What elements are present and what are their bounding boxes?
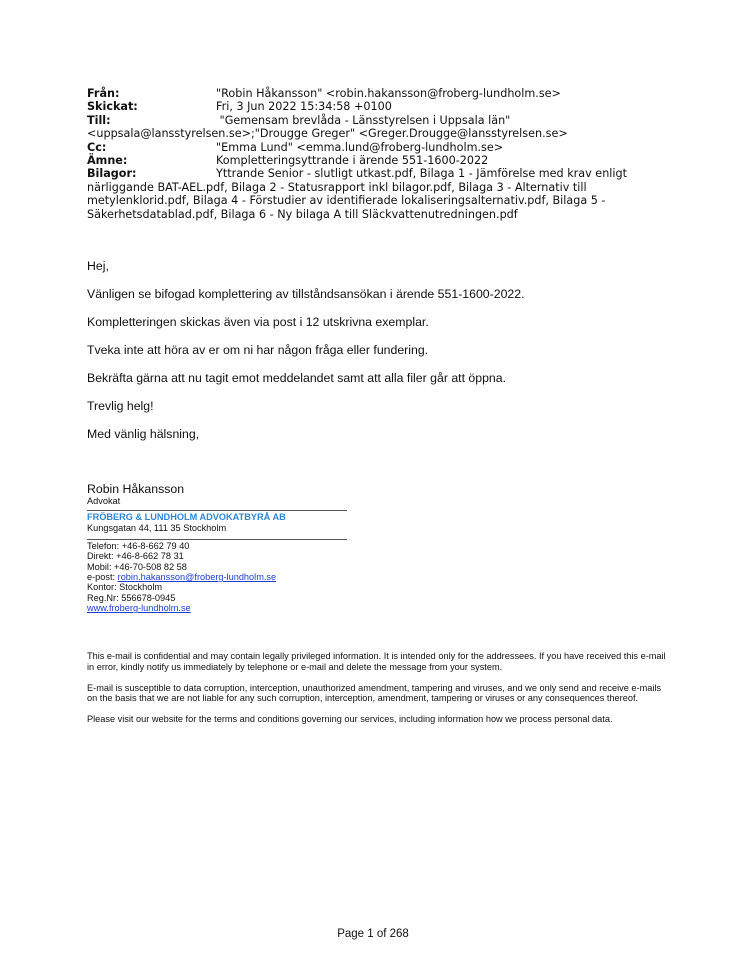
attachments-row xyxy=(87,167,687,180)
email-label: e-post: xyxy=(87,572,118,583)
attachments-line-4: Säkerhetsdatablad.pdf, Bilaga 6 - Ny bilaga A till Släckvattenutredningen.pdf xyxy=(87,207,518,221)
page-number: Page 1 of 268 xyxy=(337,928,409,940)
firm-address: Kungsgatan 44, 111 35 Stockholm xyxy=(87,523,227,534)
sent-value: Fri, 3 Jun 2022 15:34:58 +0100 xyxy=(216,100,392,114)
phone: Telefon: +46-8-662 79 40 xyxy=(87,540,190,551)
body-paragraph-4: Bekräfta gärna att nu tagit emot meddelandet samt att alla filer går att öppna. xyxy=(87,371,507,385)
signature xyxy=(87,482,687,614)
disclaimer-liability: E-mail is susceptible to data corruption, interception, unauthorized amendment, tampering and viruses, and we only send and receive e-mails on the basis that we are not liable for any such corruption, interception, amendment, tampering or viruses or any consequences thereof. xyxy=(87,682,662,703)
email-header xyxy=(87,87,687,221)
from-label: Från: xyxy=(87,87,120,100)
from-value: "Robin Håkansson" <robin.hakansson@froberg-lundholm.se> xyxy=(216,87,561,100)
greeting: Hej, xyxy=(87,259,109,273)
body-paragraph-3: Tveka inte att höra av er om ni har någon fråga eller fundering. xyxy=(87,343,429,357)
disclaimer xyxy=(87,651,667,735)
body-paragraph-1: Vänligen se bifogad komplettering av tillståndsansökan i ärende 551-1600-2022. xyxy=(87,287,525,301)
subject-label: Ämne: xyxy=(87,153,128,167)
direct-phone: Direkt: +46-8-662 78 31 xyxy=(87,551,184,562)
attachments-line-3: metylenklorid.pdf, Bilaga 4 - Förstudier av identifierade lokaliseringsalternativ.pdf, Bilaga 5 - xyxy=(87,194,606,208)
to-continuation: <uppsala@lansstyrelsen.se>;"Drougge Greger" <Greger.Drougge@lansstyrelsen.se> xyxy=(87,127,568,141)
email-link[interactable]: robin.hakansson@froberg-lundholm.se xyxy=(117,572,277,583)
attachments-label: Bilagor: xyxy=(87,167,137,181)
firm-name: FRÖBERG & LUNDHOLM ADVOKATBYRÅ AB xyxy=(87,512,286,523)
subject-value: Kompletteringsyttrande i ärende 551-1600-2022 xyxy=(216,153,489,167)
attachments-value: Yttrande Senior - slutligt utkast.pdf, Bilaga 1 - Jämförelse med krav enligt xyxy=(216,167,627,181)
mobile-phone: Mobil: +46-70-508 82 58 xyxy=(87,561,187,572)
cc-label: Cc: xyxy=(87,140,107,154)
registration-number: Reg.Nr: 556678-0945 xyxy=(87,592,176,603)
email-body xyxy=(87,255,677,441)
website-link[interactable]: www.froberg-lundholm.se xyxy=(87,603,191,614)
signature-name: Robin Håkansson xyxy=(87,482,185,496)
sent-row xyxy=(87,100,687,113)
email-line xyxy=(87,572,687,582)
from-row xyxy=(87,87,687,100)
cc-value: "Emma Lund" <emma.lund@froberg-lundholm.se> xyxy=(216,140,504,154)
website-line xyxy=(87,603,687,613)
cc-row xyxy=(87,141,687,154)
subject-row xyxy=(87,154,687,167)
to-row xyxy=(87,114,687,127)
disclaimer-confidential: This e-mail is confidential and may contain legally privileged information. It is intended only for the addressees. If you have received this e-mail in error, kindly notify us immediately by telephone or e-mail and delete the message from your system. xyxy=(87,651,666,672)
signature-title: Advokat xyxy=(87,496,121,506)
body-paragraph-5: Trevlig helg! xyxy=(87,399,154,413)
signature-divider-2 xyxy=(87,539,347,540)
signature-divider xyxy=(87,510,347,511)
attachments-line-2: närliggande BAT-AEL.pdf, Bilaga 2 - Statusrapport inkl bilagor.pdf, Bilaga 3 - Alternativ till xyxy=(87,180,587,194)
to-value: "Gemensam brevlåda - Länsstyrelsen i Uppsala län" xyxy=(216,113,511,127)
closing: Med vänlig hälsning, xyxy=(87,427,200,441)
office: Kontor: Stockholm xyxy=(87,582,163,593)
sent-label: Skickat: xyxy=(87,100,138,114)
disclaimer-terms: Please visit our website for the terms and conditions governing our services, including information how we process personal data. xyxy=(87,714,613,724)
body-paragraph-2: Kompletteringen skickas även via post i 12 utskrivna exemplar. xyxy=(87,315,429,329)
to-label: Till: xyxy=(87,113,111,127)
